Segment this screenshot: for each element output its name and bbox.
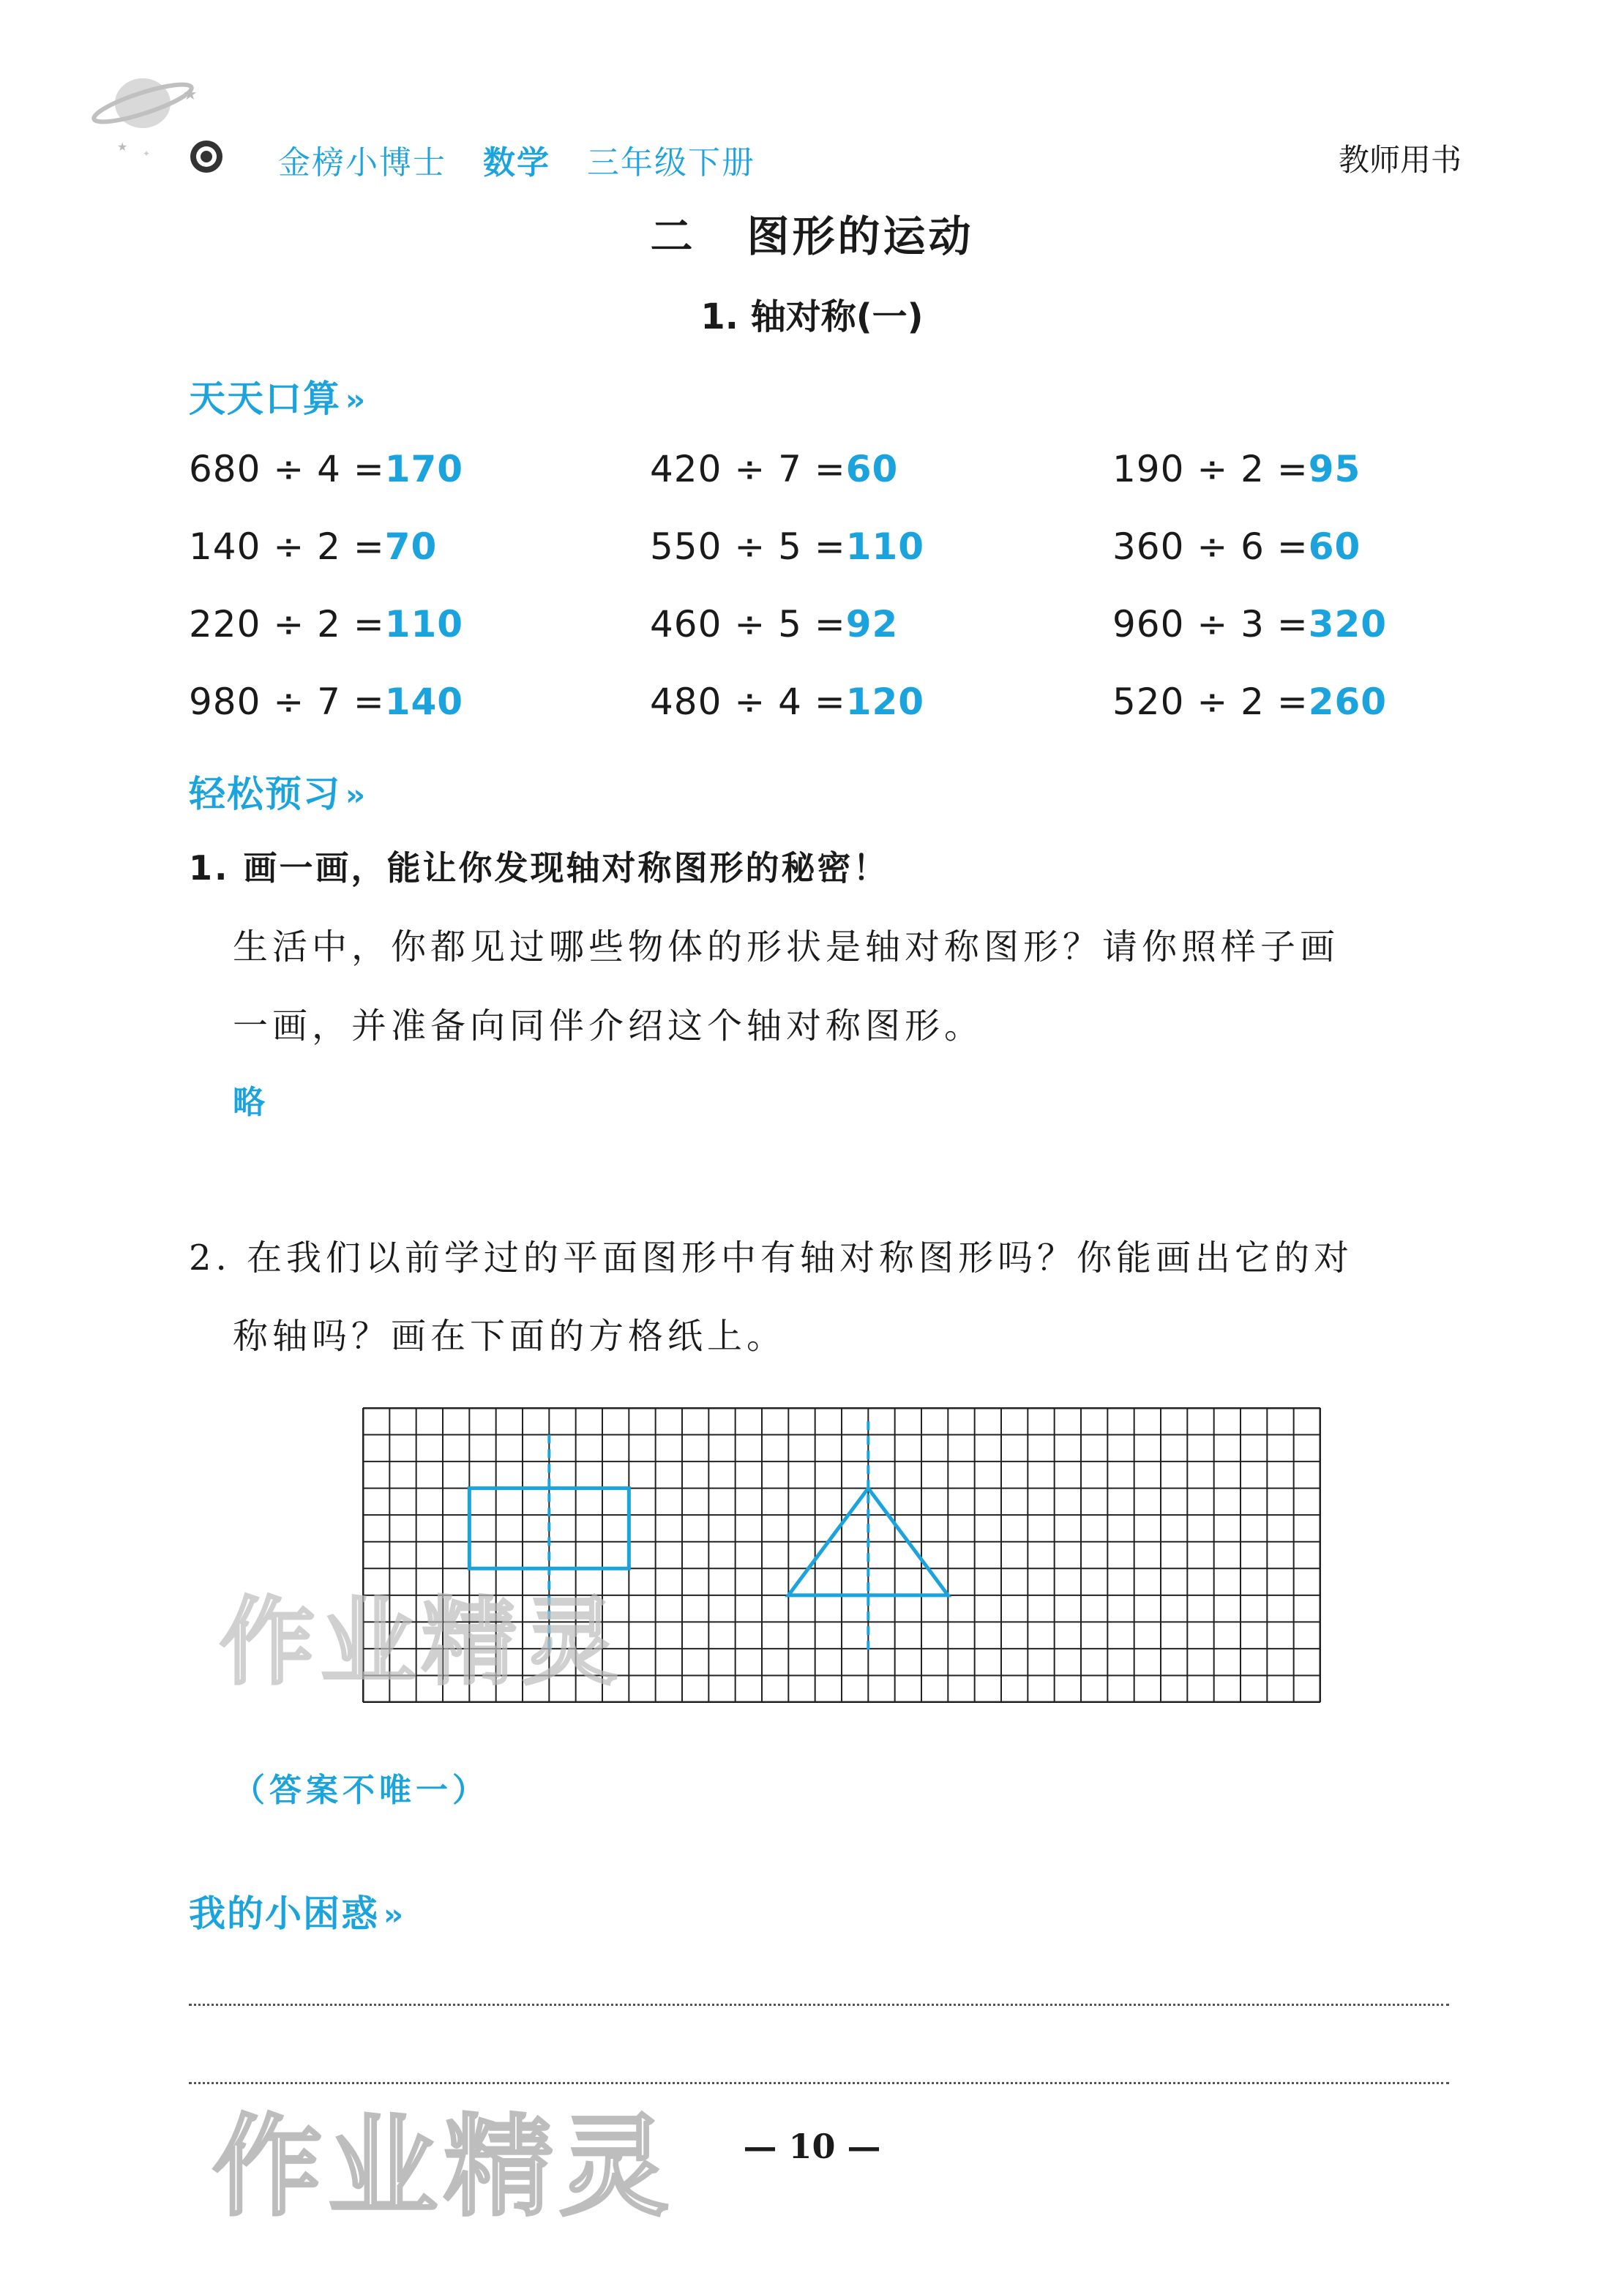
calculation-expression: 420 ÷ 7 =	[650, 448, 846, 490]
calculation-answer: 320	[1308, 603, 1388, 645]
planet-logo-icon	[88, 70, 271, 180]
double-chevron-icon: ››	[345, 779, 361, 812]
calculation-expression: 140 ÷ 2 =	[189, 525, 385, 568]
section-confusion	[189, 1884, 399, 1937]
section-mental-math	[189, 370, 361, 422]
double-chevron-icon: ››	[383, 1898, 399, 1932]
chapter-title	[0, 202, 1624, 263]
brand-name: 金榜小博士	[278, 144, 446, 181]
calculation-answer: 60	[845, 448, 899, 490]
calculation-expression: 980 ÷ 7 =	[189, 681, 385, 723]
calculation-answer: 120	[845, 681, 925, 723]
svg-text:★: ★	[117, 140, 128, 154]
question-1-line-1: 生活中，你都见过哪些物体的形状是轴对称图形？请你照样子画	[233, 926, 1340, 967]
calculation-expression: 550 ÷ 5 =	[650, 525, 846, 568]
calculation-answer: 95	[1308, 448, 1361, 490]
watermark-text: 作业精灵	[220, 1587, 624, 1698]
calculation-item	[650, 448, 898, 490]
lesson-title: 1. 轴对称(一)	[700, 296, 924, 337]
calculation-item	[1112, 525, 1361, 568]
calculation-answer: 140	[384, 681, 464, 723]
section-preview-label: 轻松预习	[189, 773, 341, 815]
calculation-answer: 92	[845, 603, 899, 645]
svg-text:✦: ✦	[143, 149, 151, 159]
calculation-answer: 60	[1308, 525, 1361, 568]
calculation-item	[1112, 603, 1387, 645]
calculation-item	[189, 525, 437, 568]
book-header	[278, 136, 755, 183]
calculation-item	[1112, 681, 1387, 723]
calculation-item	[650, 603, 898, 645]
subject-name: 数学	[483, 144, 550, 181]
question-2-note: （答案不唯一）	[233, 1772, 489, 1809]
calculation-answer: 110	[845, 525, 925, 568]
calculation-expression: 680 ÷ 4 =	[189, 448, 385, 490]
chapter-number: 二	[650, 211, 696, 261]
calculation-expression: 520 ÷ 2 =	[1112, 681, 1309, 723]
edition-label: 教师用书	[1338, 142, 1462, 178]
calculation-item	[650, 681, 924, 723]
svg-text:★: ★	[183, 86, 198, 104]
calculation-item	[189, 603, 463, 645]
calculation-item	[189, 448, 463, 490]
calculation-expression: 190 ÷ 2 =	[1112, 448, 1309, 490]
watermark-text: 作业精灵	[212, 2104, 676, 2231]
calculation-answer: 170	[384, 448, 464, 490]
calculation-item	[1112, 448, 1361, 490]
calculation-answer: 260	[1308, 681, 1388, 723]
calculation-item	[189, 681, 463, 723]
calculation-answer: 110	[384, 603, 464, 645]
writing-line	[189, 2004, 1449, 2006]
grade-name: 三年级下册	[587, 144, 755, 181]
question-1-answer: 略	[233, 1084, 269, 1121]
calculation-expression: 480 ÷ 4 =	[650, 681, 846, 723]
double-chevron-icon: ››	[345, 383, 361, 417]
calculation-expression: 960 ÷ 3 =	[1112, 603, 1309, 645]
calculation-expression: 360 ÷ 6 =	[1112, 525, 1309, 568]
calculation-answer: 70	[384, 525, 438, 568]
section-preview	[189, 765, 361, 817]
calculation-expression: 460 ÷ 5 =	[650, 603, 846, 645]
chapter-name: 图形的运动	[746, 211, 974, 261]
section-mental-math-label: 天天口算	[189, 378, 341, 420]
question-1-title: 1. 画一画，能让你发现轴对称图形的秘密！	[189, 848, 889, 888]
question-2-line-2: 称轴吗？画在下面的方格纸上。	[233, 1316, 787, 1357]
question-2-line-1: 2. 在我们以前学过的平面图形中有轴对称图形吗？你能画出它的对	[189, 1237, 1354, 1278]
calculation-expression: 220 ÷ 2 =	[189, 603, 385, 645]
question-1-line-2: 一画，并准备向同伴介绍这个轴对称图形。	[233, 1006, 984, 1046]
page-number: — 10 —	[743, 2127, 881, 2166]
section-confusion-label: 我的小困惑	[189, 1892, 379, 1935]
calculation-item	[650, 525, 924, 568]
